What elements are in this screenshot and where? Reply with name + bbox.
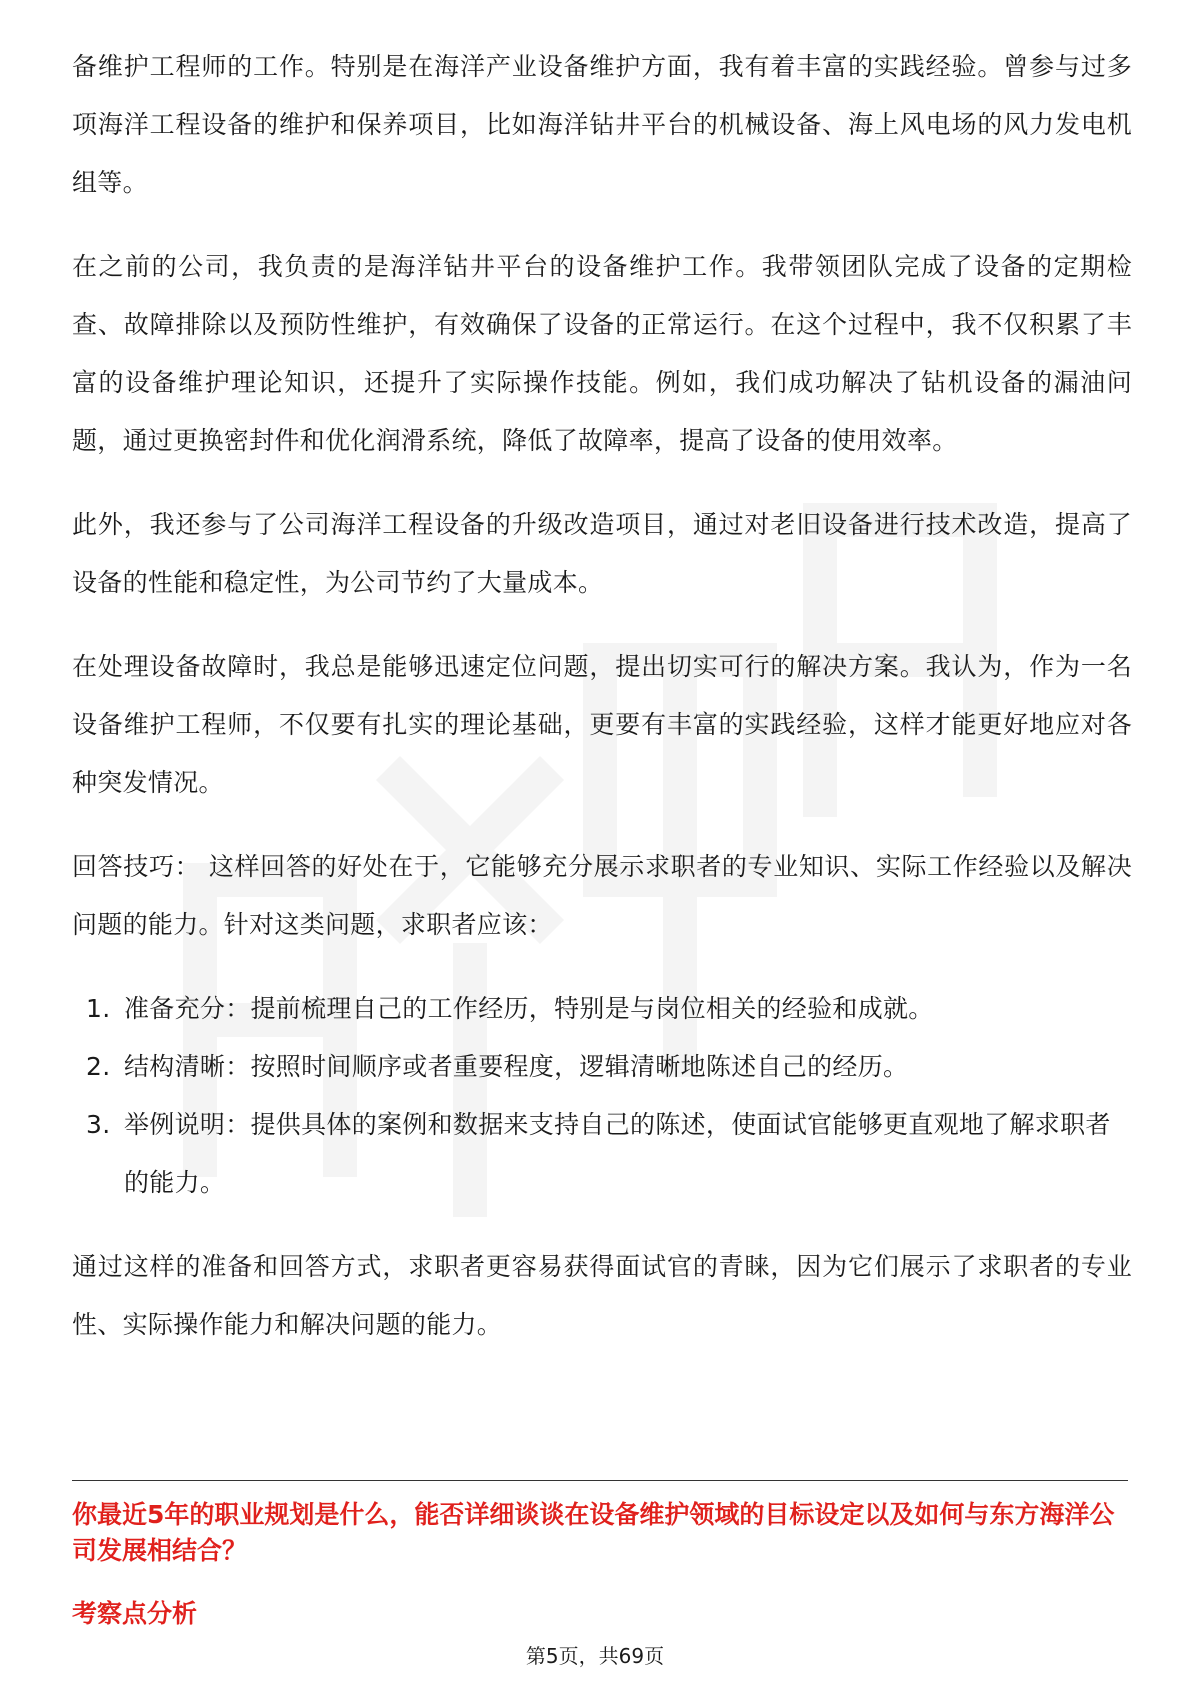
list-item-number: 2.	[86, 1052, 111, 1081]
paragraph-troubleshooting: 在处理设备故障时，我总是能够迅速定位问题，提出切实可行的解决方案。我认为，作为一名设备维护工程师，不仅要有扎实的理论基础，更要有丰富的实践经验，这样才能更好地应对各种突发情况。	[72, 652, 1132, 797]
page-body	[72, 38, 1132, 1380]
page-number-footer: 第5页，共69页	[525, 1644, 665, 1668]
analysis-heading: 考察点分析	[72, 1599, 198, 1628]
paragraph-previous-company: 在之前的公司，我负责的是海洋钻井平台的设备维护工作。我带领团队完成了设备的定期检查、故障排除以及预防性维护，有效确保了设备的正常运行。在这个过程中，我不仅积累了丰富的设备维护理论知识，还提升了实际操作技能。例如，我们成功解决了钻机设备的漏油问题，通过更换密封件和优化润滑系统，降低了故障率，提高了设备的使用效率。	[72, 252, 1132, 455]
list-item-number: 1.	[86, 994, 111, 1023]
list-item-text: 结构清晰：按照时间顺序或者重要程度，逻辑清晰地陈述自己的经历。	[124, 1052, 909, 1081]
paragraph-closing: 通过这样的准备和回答方式，求职者更容易获得面试官的青睐，因为它们展示了求职者的专业性、实际操作能力和解决问题的能力。	[72, 1252, 1132, 1339]
list-item-text: 举例说明：提供具体的案例和数据来支持自己的陈述，使面试官能够更直观地了解求职者的能力。	[124, 1110, 1111, 1197]
list-item	[72, 1096, 1132, 1212]
list-item	[72, 980, 1132, 1038]
next-question-heading: 你最近5年的职业规划是什么，能否详细谈谈在设备维护领域的目标设定以及如何与东方海洋公司发展相结合？	[72, 1500, 1115, 1565]
tips-list	[72, 980, 1132, 1212]
section-divider	[72, 1480, 1128, 1481]
list-item-number: 3.	[86, 1110, 111, 1139]
paragraph-answer-tips: 回答技巧： 这样回答的好处在于，它能够充分展示求职者的专业知识、实际工作经验以及解决问题的能力。针对这类问题，求职者应该：	[72, 852, 1132, 939]
paragraph-intro-continued: 备维护工程师的工作。特别是在海洋产业设备维护方面，我有着丰富的实践经验。曾参与过多项海洋工程设备的维护和保养项目，比如海洋钻井平台的机械设备、海上风电场的风力发电机组等。	[72, 52, 1132, 197]
paragraph-upgrade-project: 此外，我还参与了公司海洋工程设备的升级改造项目，通过对老旧设备进行技术改造，提高了设备的性能和稳定性，为公司节约了大量成本。	[72, 510, 1132, 597]
list-item	[72, 1038, 1132, 1096]
list-item-text: 准备充分：提前梳理自己的工作经历，特别是与岗位相关的经验和成就。	[124, 994, 934, 1023]
